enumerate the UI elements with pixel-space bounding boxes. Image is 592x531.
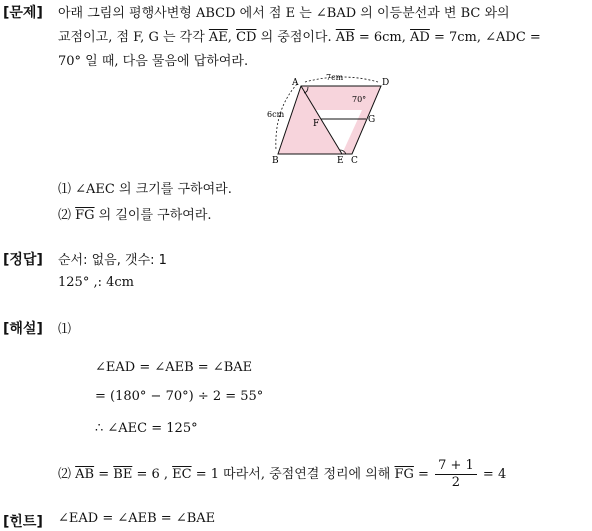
label-70deg: 70° <box>352 95 367 104</box>
question-1: ⑴ ∠AEC 의 크기를 구하여라. <box>58 182 232 197</box>
label-b: B <box>272 156 279 164</box>
label-a: A <box>292 78 299 88</box>
label-e: E <box>337 156 344 164</box>
problem-line-1: 아래 그림의 평행사변형 ABCD 에서 점 E 는 ∠BAD 의 이등분선과 변 BC 와의 <box>58 6 510 21</box>
problem-label: [문제] <box>3 5 43 21</box>
answer-line-1: 순서: 없음, 갯수: 1 <box>58 253 167 268</box>
label-g: G <box>368 115 376 125</box>
label-f: F <box>313 119 320 129</box>
hint-text: ∠EAD = ∠AEB = ∠BAE <box>58 511 216 526</box>
label-d: D <box>382 78 390 88</box>
explanation-eq-2: = (180° − 70°) ÷ 2 = 55° <box>95 389 264 404</box>
figure-fill-strip <box>342 110 371 154</box>
explanation-label: [해설] <box>3 321 43 337</box>
fraction: $\frac{7 + 1}{2}$ <box>435 458 477 491</box>
explanation-part-2: ⑵ $\overline{AB} = \overline{BE} = 6$ , $\overline{EC} = 1$ 따라서, 중점연결 정리에 의해 $\overline{FG}$ = $\frac{7 + 1}{2}$ = 4 <box>58 458 507 490</box>
label-c: C <box>351 156 358 164</box>
answer-label: [정답] <box>3 252 43 268</box>
label-6cm: 6cm <box>267 110 285 119</box>
parallelogram-figure <box>262 70 392 164</box>
explanation-part-1: ⑴ <box>58 322 72 337</box>
problem-line-3: 70° 일 때, 다음 물음에 답하여라. <box>58 54 249 69</box>
hint-label: [힌트] <box>3 514 43 530</box>
answer-line-2: 125° ,: 4cm <box>58 275 134 290</box>
problem-line-2: 교점이고, 점 F, G 는 각각 $\overline{AE}$, $\overline{CD}$ 의 중점이다. $\overline{AB} = 6cm$, $\overline{AD} = 7cm$, ∠ADC = <box>58 30 541 45</box>
explanation-eq-3: ∴ ∠AEC = 125° <box>95 421 198 436</box>
explanation-eq-1: ∠EAD = ∠AEB = ∠BAE <box>95 360 253 375</box>
question-2: ⑵ $\overline{FG}$ 의 길이를 구하여라. <box>58 208 212 223</box>
label-7cm: 7cm <box>326 73 344 82</box>
